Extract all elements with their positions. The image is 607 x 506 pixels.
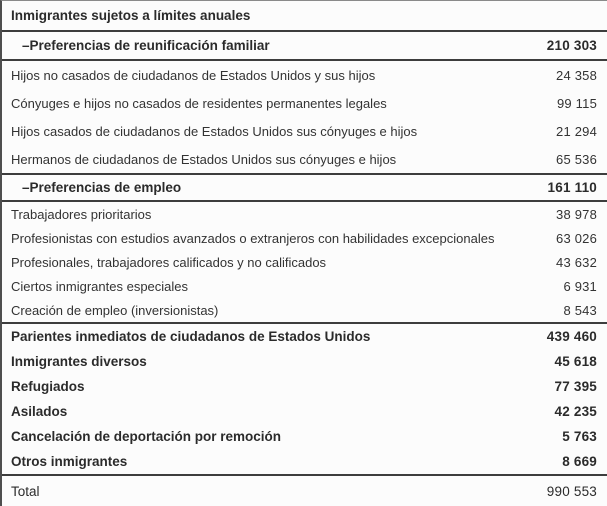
table-row-unmarried-children-citizens — [2, 61, 607, 89]
table-row-immediate-relatives — [2, 322, 607, 349]
table-row-employment-preferences — [2, 173, 607, 202]
row-value: 65 536 — [556, 151, 597, 167]
table-row-title — [2, 1, 607, 32]
table-title: Inmigrantes sujetos a límites anuales — [11, 8, 251, 23]
row-label: Cónyuges e hijos no casados de residentes permanentes legales — [11, 95, 387, 111]
row-value: 45 618 — [554, 354, 597, 369]
row-value: 5 763 — [562, 429, 597, 444]
table-row-diverse-immigrants — [2, 349, 607, 374]
row-label: Creación de empleo (inversionistas) — [11, 302, 219, 318]
row-label: –Preferencias de empleo — [22, 180, 182, 195]
table-row-special-immigrants — [2, 274, 607, 298]
table-row-other-immigrants — [2, 449, 607, 474]
row-label: Ciertos inmigrantes especiales — [11, 278, 189, 294]
row-value: 439 460 — [546, 329, 597, 344]
table-row-refugees — [2, 374, 607, 399]
row-value: 21 294 — [556, 123, 597, 139]
row-label: Cancelación de deportación por remoción — [11, 429, 282, 444]
row-label: Hijos casados de ciudadanos de Estados Unidos sus cónyuges e hijos — [11, 123, 418, 139]
row-label: Inmigrantes diversos — [11, 354, 147, 369]
row-label: Parientes inmediatos de ciudadanos de Estados Unidos — [11, 329, 371, 344]
table-row-asylees — [2, 399, 607, 424]
row-value: 161 110 — [547, 180, 597, 195]
row-value: 77 395 — [554, 379, 597, 394]
table-row-family-preferences — [2, 32, 607, 61]
total-value: 990 553 — [546, 483, 597, 499]
row-value: 210 303 — [546, 38, 597, 53]
table-row-spouses-children-residents — [2, 89, 607, 117]
row-label: Profesionistas con estudios avanzados o extranjeros con habilidades excepcionales — [11, 230, 495, 246]
row-label: Refugiados — [11, 379, 85, 394]
row-value: 6 931 — [563, 278, 597, 294]
table-row-advanced-professionals — [2, 226, 607, 250]
table-row-married-children-citizens — [2, 117, 607, 145]
row-label: –Preferencias de reunificación familiar — [22, 38, 270, 53]
row-label: Profesionales, trabajadores calificados y no calificados — [11, 254, 327, 270]
row-label: Hermanos de ciudadanos de Estados Unidos sus cónyuges e hijos — [11, 151, 397, 167]
table-row-siblings-citizens — [2, 145, 607, 173]
row-value: 43 632 — [556, 254, 597, 270]
table-row-priority-workers — [2, 202, 607, 226]
table-row-skilled-unskilled-workers — [2, 250, 607, 274]
row-value: 42 235 — [554, 404, 597, 419]
row-value: 63 026 — [556, 230, 597, 246]
row-label: Otros inmigrantes — [11, 454, 128, 469]
row-label: Asilados — [11, 404, 68, 419]
row-label: Trabajadores prioritarios — [11, 206, 152, 222]
table-row-total — [2, 474, 607, 506]
row-value: 8 669 — [562, 454, 597, 469]
row-value: 8 543 — [563, 302, 597, 318]
row-value: 99 115 — [557, 95, 597, 111]
row-label: Hijos no casados de ciudadanos de Estados Unidos y sus hijos — [11, 67, 376, 83]
row-value: 38 978 — [556, 206, 597, 222]
table-row-job-creation-investors — [2, 298, 607, 322]
total-label: Total — [11, 483, 40, 499]
row-value: 24 358 — [556, 67, 597, 83]
table-row-deportation-cancellation — [2, 424, 607, 449]
